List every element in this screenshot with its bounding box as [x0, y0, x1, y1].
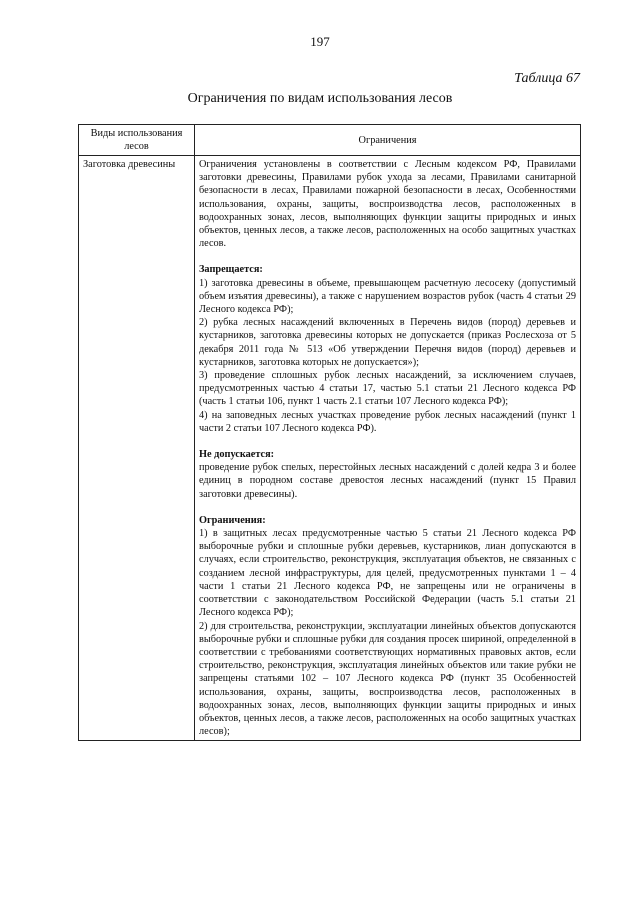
- table-title: Ограничения по видам использования лесов: [187, 91, 453, 106]
- prohibited-heading: Запрещается:: [199, 264, 263, 276]
- prohibited-item: 2) рубка лесных насаждений включенных в Перечень видов (пород) деревьев и кустарников, заготовка древесины которых не допускается (приказ Рослесхоза от 5 декабря 2011 года № 513 «Об утверждении Перечня видов (пород) деревьев и кустарников, заготовка которых не допускается»);: [199, 317, 576, 368]
- prohibited-item: 3) проведение сплошных рубок лесных насаждений, за исключением случаев, предусмотренных частью 4 статьи 17, частью 5.1 статьи 21 Лесного кодекса РФ (часть 1 статьи 106, пункт 1 часть 2.1 статьи 107 Лесного кодекса РФ);: [199, 370, 576, 408]
- restrictions-heading: Ограничения:: [199, 514, 266, 526]
- table-label: Таблица 67: [514, 71, 580, 86]
- restriction-item: 2) для строительства, реконструкции, эксплуатации линейных объектов допускаются выборочные рубки и сплошные рубки для создания просек шириной, определенной в соответствии с требованиями соответствующих нормативных правовых актов, если строительство, реконструкция, эксплуатация линейных объектов или такие рубки не запрещены статьями 102 – 107 Лесного кодекса РФ (пункт 35 Особенностей использования, охраны, защиты, воспроизводства лесов, расположенных в водоохранных зонах, лесов, выполняющих функции защиты природных и иных объектов, ценных лесов, а также лесов, расположенных на особо защитных участках лесов);: [199, 620, 576, 738]
- not-allowed-text: проведение рубок спелых, перестойных лесных насаждений с долей кедра 3 и более единиц в породном составе древостоя лесных насаждений (пункт 15 Правил заготовки древесины).: [199, 462, 576, 500]
- not-allowed-heading: Не допускается:: [199, 449, 275, 461]
- header-forest-use-types: Виды использования лесов: [79, 125, 195, 156]
- prohibited-item: 4) на заповедных лесных участках проведение рубок лесных насаждений (пункт 1 части 2 статьи 107 Лесного кодекса РФ).: [199, 409, 576, 434]
- header-restrictions: Ограничения: [195, 125, 581, 156]
- forest-use-type: Заготовка древесины: [79, 156, 195, 741]
- table-header-row: [79, 125, 581, 156]
- restrictions-table: [78, 124, 581, 741]
- prohibited-item: 1) заготовка древесины в объеме, превышающем расчетную лесосеку (допустимый объем изъятия древесины), а также с нарушением возрастов рубок (часть 4 статьи 29 Лесного кодекса РФ);: [199, 277, 576, 316]
- page-number: 197: [310, 34, 330, 49]
- restriction-item: 1) в защитных лесах предусмотренные частью 5 статьи 21 Лесного кодекса РФ выборочные рубки и сплошные рубки деревьев, кустарников, лиан допускаются в случаях, если строительство, реконструкция, эксплуатация объектов, не связанных с созданием лесной инфраструктуры, для целей, предусмотренных пунктами 1 – 4 части 1 статьи 21 Лесного кодекса РФ, не запрещены или не ограничены в соответствии с законодательством Российской Федерации (часть 5.1 статьи 21 Лесного кодекса РФ);: [199, 528, 576, 619]
- restrictions-cell: [195, 156, 581, 741]
- intro-text: Ограничения установлены в соответствии с Лесным кодексом РФ, Правилами заготовки древесины, Правилами рубок ухода за лесами, Правилами санитарной безопасности в лесах, Правилами пожарной безопасности в лесах, Особенностями использования, охраны, защиты, воспроизводства лесов, расположенных в водоохранных зонах, лесов, выполняющих функции защиты природных и иных объектов, ценных лесов, а также лесов, расположенных на особо защитных участках лесов.: [199, 159, 576, 250]
- table-row: [79, 156, 581, 741]
